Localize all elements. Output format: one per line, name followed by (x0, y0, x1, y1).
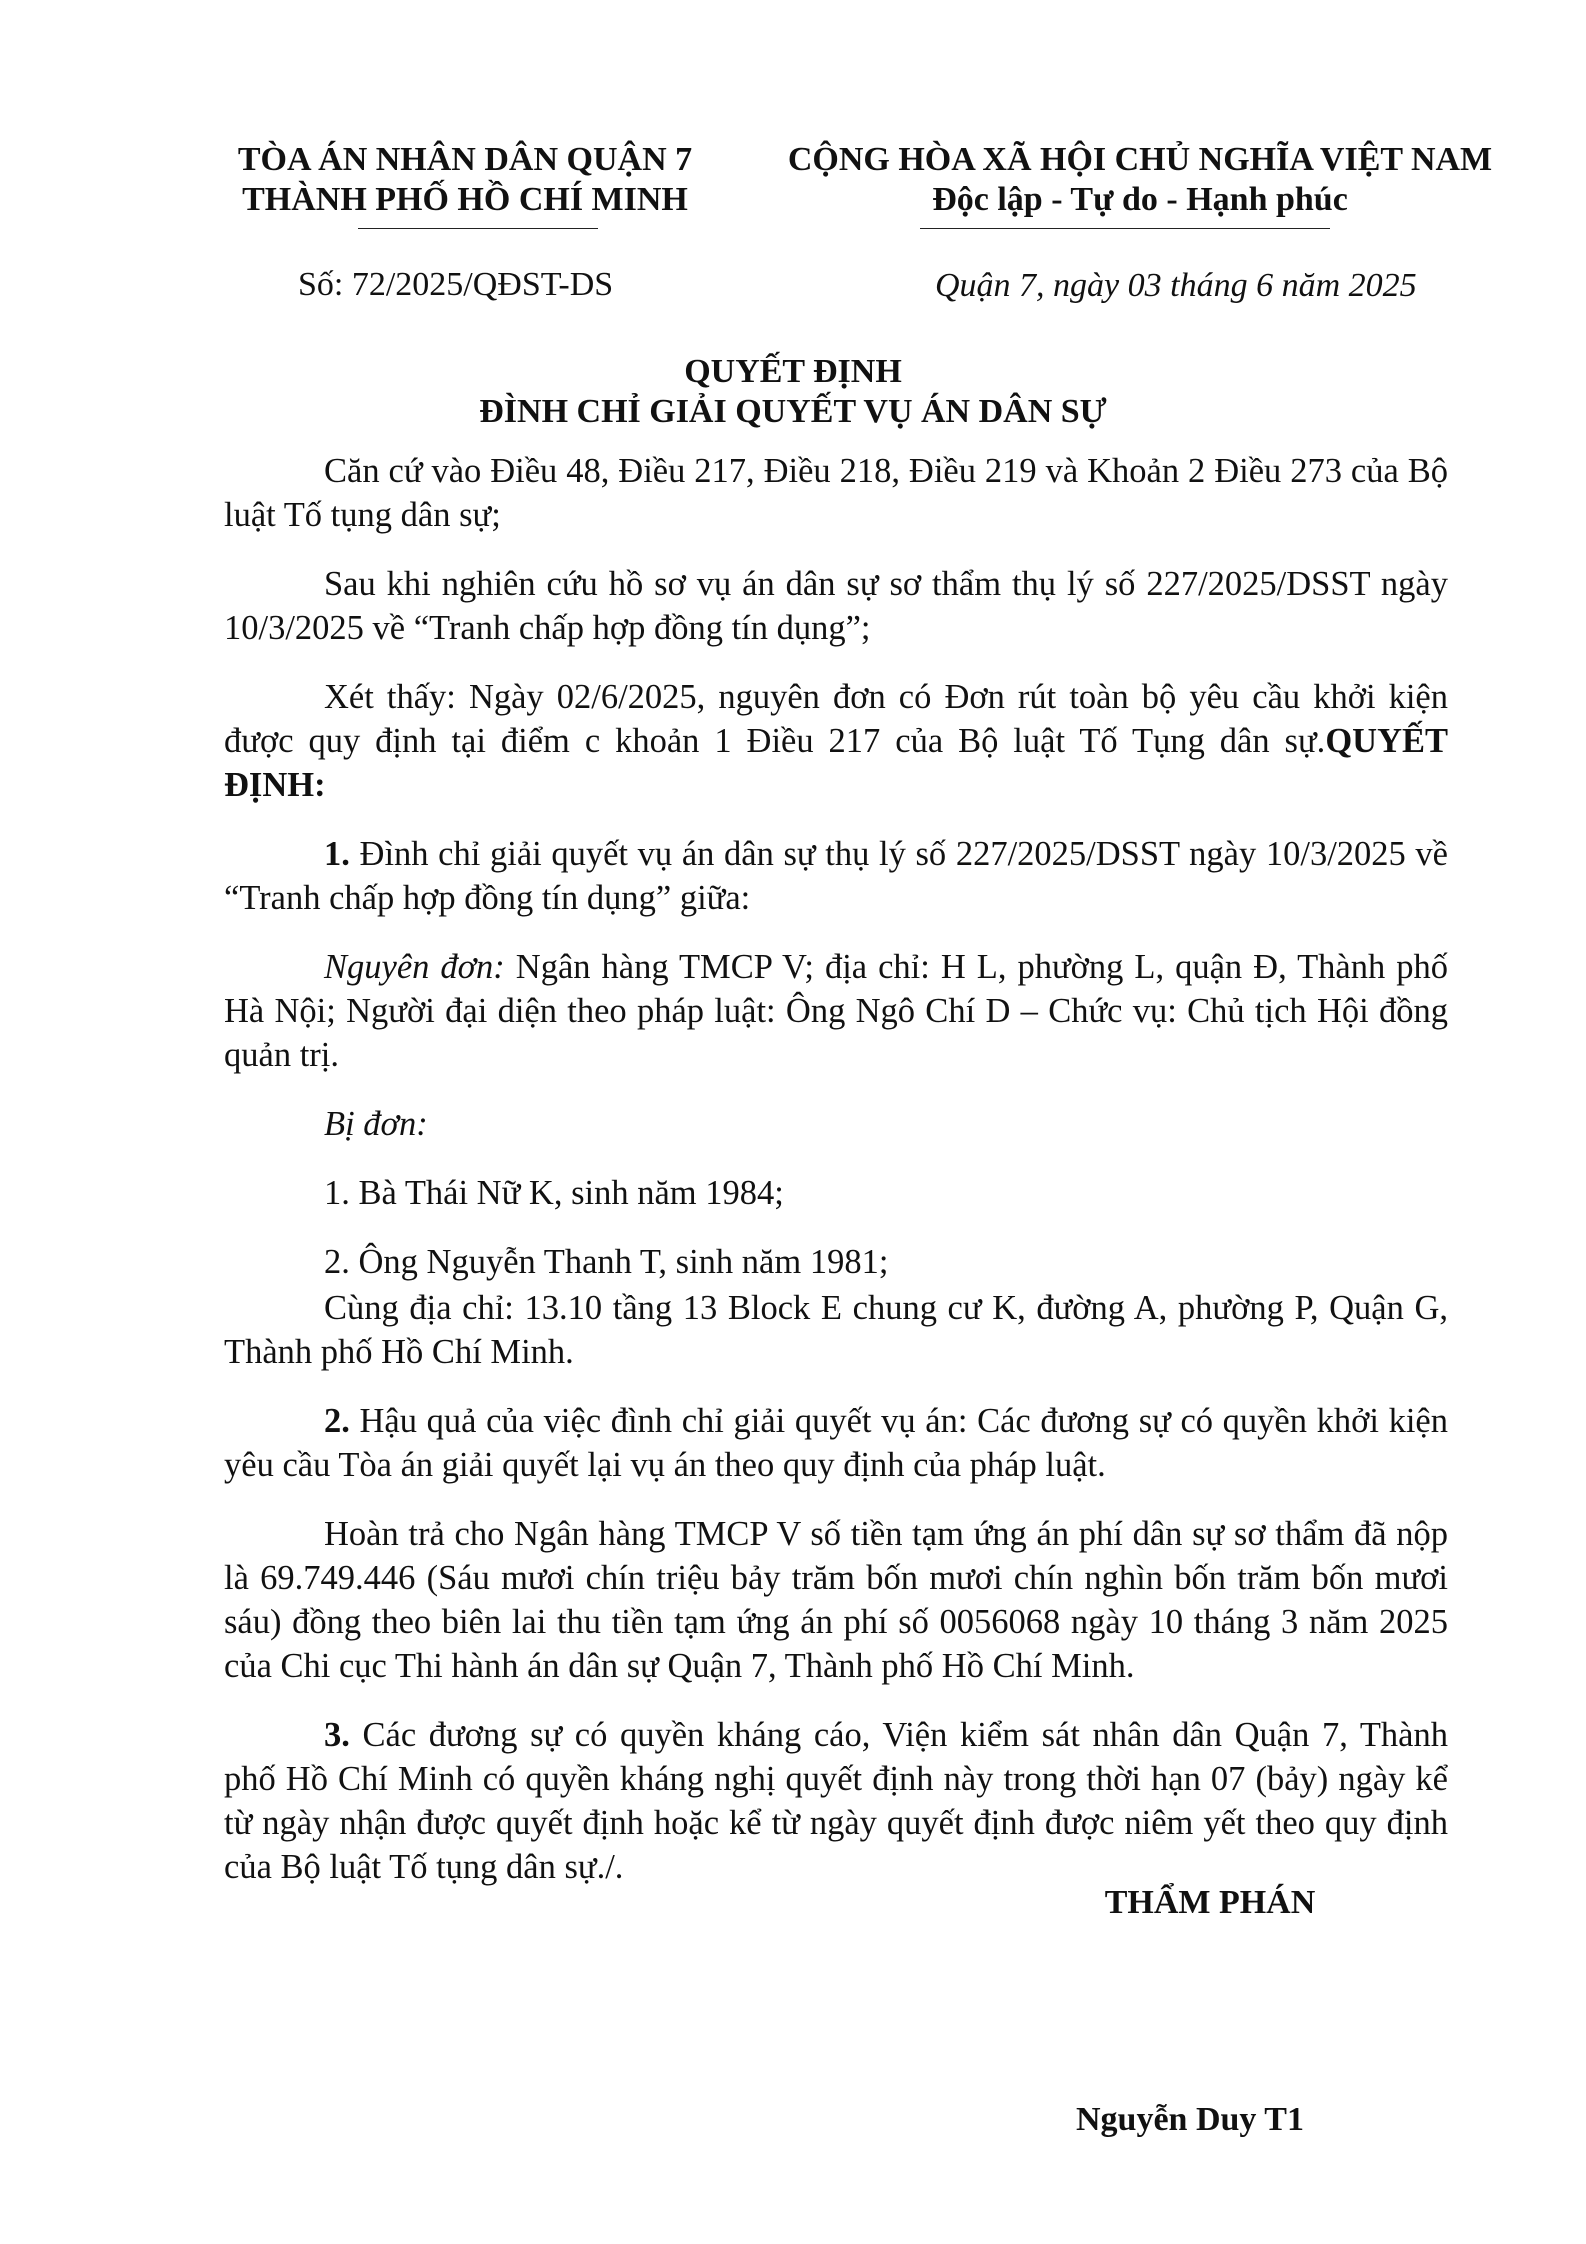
place-and-date: Quận 7, ngày 03 tháng 6 năm 2025 (935, 267, 1417, 304)
defendant-1: 1. Bà Thái Nữ K, sinh năm 1984; (324, 1174, 784, 1212)
section-1-number: 1. (324, 835, 350, 873)
document-number: Số: 72/2025/QĐST-DS (298, 266, 614, 303)
signer-name: Nguyễn Duy T1 (1076, 2101, 1304, 2138)
refund-paragraph: Hoàn trả cho Ngân hàng TMCP V số tiền tạm ứng án phí dân sự sơ thẩm đã nộp là 69.749.446 (Sáu mươi chín triệu bảy trăm bốn mươi chín nghìn bốn trăm bốn mươi sáu) đồng theo biên lai thu tiền tạm ứng án phí số 0056068 ngày 10 tháng 3 năm 2025 của Chi cục Thi hành án dân sự Quận 7, Thành phố Hồ Chí Minh. (224, 1515, 1448, 1685)
court-underline (358, 228, 598, 229)
document-title: QUYẾT ĐỊNH (684, 353, 902, 390)
legal-basis-paragraph: Căn cứ vào Điều 48, Điều 217, Điều 218, Điều 219 và Khoản 2 Điều 273 của Bộ luật Tố tụng dân sự; (224, 452, 1448, 534)
consideration-paragraph (224, 675, 1448, 807)
plaintiff-paragraph (224, 945, 1448, 1077)
document-body (224, 449, 1448, 1914)
court-name-line2: THÀNH PHỐ HỒ CHÍ MINH (242, 181, 688, 218)
signature-title: THẨM PHÁN (1104, 1884, 1316, 1921)
defendant-address: Cùng địa chỉ: 13.10 tầng 13 Block E chung cư K, đường A, phường P, Quận G, Thành phố Hồ Chí Minh. (224, 1289, 1448, 1371)
plaintiff-label: Nguyên đơn: (324, 948, 505, 986)
section-3-text: Các đương sự có quyền kháng cáo, Viện kiểm sát nhân dân Quận 7, Thành phố Hồ Chí Minh có quyền kháng nghị quyết định này trong thời hạn 07 (bảy) ngày kể từ ngày nhận được quyết định hoặc kể từ ngày quyết định được niêm yết theo quy định của Bộ luật Tố tụng dân sự./. (224, 1716, 1448, 1886)
plaintiff-text: Ngân hàng TMCP V; địa chỉ: H L, phường L, quận Đ, Thành phố Hà Nội; Người đại diện theo pháp luật: Ông Ngô Chí D – Chức vụ: Chủ tịch Hội đồng quản trị. (224, 948, 1448, 1074)
decision-heading: QUYẾT ĐỊNH: (224, 722, 1448, 804)
section-2-text: Hậu quả của việc đình chỉ giải quyết vụ án: Các đương sự có quyền khởi kiện yêu cầu Tòa án giải quyết lại vụ án theo quy định của pháp luật. (224, 1402, 1448, 1484)
nation-name: CỘNG HÒA XÃ HỘI CHỦ NGHĨA VIỆT NAM (787, 141, 1493, 178)
defendant-label: Bị đơn: (324, 1105, 428, 1143)
defendant-2: 2. Ông Nguyễn Thanh T, sinh năm 1981; (324, 1243, 889, 1281)
nation-motto: Độc lập - Tự do - Hạnh phúc (932, 181, 1348, 218)
section-1-text: Đình chỉ giải quyết vụ án dân sự thụ lý số 227/2025/DSST ngày 10/3/2025 về “Tranh chấp hợp đồng tín dụng” giữa: (224, 835, 1448, 917)
motto-underline (920, 228, 1330, 229)
section-3-paragraph (224, 1713, 1448, 1889)
document-subtitle: ĐÌNH CHỈ GIẢI QUYẾT VỤ ÁN DÂN SỰ (479, 393, 1107, 430)
section-1-paragraph (224, 832, 1448, 920)
court-name-line1: TÒA ÁN NHÂN DÂN QUẬN 7 (237, 141, 693, 178)
section-2-number: 2. (324, 1402, 350, 1440)
case-review-paragraph: Sau khi nghiên cứu hồ sơ vụ án dân sự sơ thẩm thụ lý số 227/2025/DSST ngày 10/3/2025 về “Tranh chấp hợp đồng tín dụng”; (224, 565, 1448, 647)
consideration-text: Xét thấy: Ngày 02/6/2025, nguyên đơn có Đơn rút toàn bộ yêu cầu khởi kiện được quy định tại điểm c khoản 1 Điều 217 của Bộ luật Tố Tụng dân sự. (224, 678, 1448, 760)
section-2-paragraph (224, 1399, 1448, 1487)
section-3-number: 3. (324, 1716, 350, 1754)
